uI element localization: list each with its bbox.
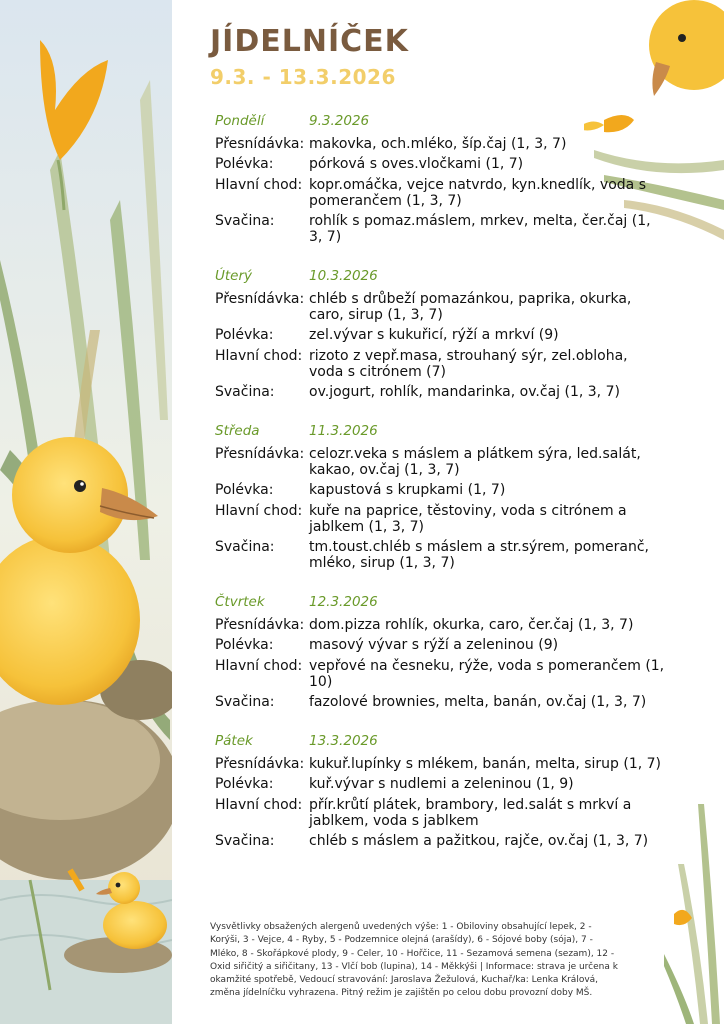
day-block-tuesday	[215, 259, 665, 400]
row-label: Svačina:	[215, 694, 275, 710]
row-label: Svačina:	[215, 833, 275, 849]
row-value: kapustová s krupkami (1, 7)	[309, 482, 506, 498]
row-value: celozr.veka s máslem a plátkem sýra, led.salát, kakao, ov.čaj (1, 3, 7)	[309, 445, 641, 478]
allergen-footnote: Vysvětlivky obsažených alergenů uvedených výše: 1 - Obiloviny obsahující lepek, 2 - Korýši, 3 - Vejce, 4 - Ryby, 5 - Podzemnice olejná (arašídy), 6 - Sójové boby (sója), 7 - Mléko, 8 - Skořápkové plody, 9 - Celer, 10 - Hořčice, 11 - Sezamová semena (sezam), 12 - Oxid siřičitý a siřičitany, 13 - Vlčí bob (lupina), 14 - Měkkýši | Informace: strava je určena k okamžité spotřebě, Vedoucí stravování: Jaroslava Žežulová, Kuchař/ka: Lenka Králová, změna jídelníčku vyhrazena. Pitný režim je zajištěn po celou dobu provozní doby MŠ.	[210, 922, 618, 999]
row-value: rizoto z vepř.masa, strouhaný sýr, zel.obloha, voda s citrónem (7)	[309, 347, 628, 380]
day-name: Pondělí	[215, 113, 265, 129]
weekly-menu	[215, 104, 665, 863]
day-block-wednesday	[215, 414, 665, 571]
row-value: kukuř.lupínky s mlékem, banán, melta, sirup (1, 7)	[309, 755, 662, 772]
duckling-illustration	[0, 0, 172, 1024]
row-value: zel.vývar s kukuřicí, rýží a mrkví (9)	[309, 327, 559, 343]
day-date: 10.3.2026	[309, 268, 378, 284]
row-label: Svačina:	[215, 384, 275, 400]
row-label: Svačina:	[215, 213, 275, 229]
row-value: masový vývar s rýží a zeleninou (9)	[309, 637, 559, 653]
day-date: 12.3.2026	[309, 594, 378, 610]
row-value: ov.jogurt, rohlík, mandarinka, ov.čaj (1, 3, 7)	[309, 384, 620, 400]
row-label: Hlavní chod:	[215, 796, 303, 813]
menu-row-soup	[215, 776, 665, 792]
row-label: Polévka:	[215, 156, 274, 172]
menu-row-snack-pm	[215, 384, 665, 400]
row-label: Hlavní chod:	[215, 657, 303, 674]
menu-row-main	[215, 177, 665, 209]
row-value: vepřové na česneku, rýže, voda s pomerančem (1, 10)	[309, 657, 665, 690]
row-label: Přesnídávka:	[215, 135, 305, 152]
day-date: 13.3.2026	[309, 733, 378, 749]
menu-row-main	[215, 503, 665, 535]
day-name: Pátek	[215, 733, 253, 749]
row-label: Polévka:	[215, 327, 274, 343]
row-label: Přesnídávka:	[215, 290, 305, 307]
row-label: Přesnídávka:	[215, 445, 305, 462]
row-value: dom.pizza rohlík, okurka, caro, čer.čaj (1, 3, 7)	[309, 616, 634, 633]
row-label: Polévka:	[215, 776, 274, 792]
menu-row-snack-pm	[215, 213, 665, 245]
row-label: Svačina:	[215, 539, 275, 555]
row-label: Polévka:	[215, 482, 274, 498]
row-value: makovka, och.mléko, šíp.čaj (1, 3, 7)	[309, 135, 567, 152]
menu-row-soup	[215, 327, 665, 343]
row-value: fazolové brownies, melta, banán, ov.čaj (1, 3, 7)	[309, 694, 647, 710]
corner-grass-illustration	[664, 804, 724, 1024]
day-block-friday	[215, 724, 665, 849]
row-value: chléb s drůbeží pomazánkou, paprika, okurka, caro, sirup (1, 3, 7)	[309, 290, 632, 323]
menu-row-main	[215, 797, 665, 829]
day-date: 11.3.2026	[309, 423, 378, 439]
menu-row-main	[215, 348, 665, 380]
day-name: Středa	[215, 423, 260, 439]
row-label: Polévka:	[215, 637, 274, 653]
row-value: kopr.omáčka, vejce natvrdo, kyn.knedlík, voda s pomerančem (1, 3, 7)	[309, 176, 646, 209]
row-value: pórková s oves.vločkami (1, 7)	[309, 156, 524, 172]
row-value: rohlík s pomaz.máslem, mrkev, melta, čer.čaj (1, 3, 7)	[309, 213, 651, 245]
row-label: Hlavní chod:	[215, 176, 303, 193]
row-label: Hlavní chod:	[215, 502, 303, 519]
row-value: chléb s máslem a pažitkou, rajče, ov.čaj (1, 3, 7)	[309, 833, 649, 849]
menu-row-snack-am	[215, 617, 665, 633]
row-label: Přesnídávka:	[215, 616, 305, 633]
row-value: přír.krůtí plátek, brambory, led.salát s mrkví a jablkem, voda s jablkem	[309, 796, 632, 829]
row-value: kuře na paprice, těstoviny, voda s citrónem a jablkem (1, 3, 7)	[309, 502, 627, 535]
row-label: Přesnídávka:	[215, 755, 305, 772]
page-title: JÍDELNÍČEK	[210, 24, 409, 59]
row-value: kuř.vývar s nudlemi a zeleninou (1, 9)	[309, 776, 574, 792]
menu-row-snack-pm	[215, 833, 665, 849]
menu-row-snack-am	[215, 291, 665, 323]
day-block-thursday	[215, 585, 665, 710]
day-date: 9.3.2026	[309, 113, 370, 129]
menu-row-soup	[215, 156, 665, 172]
menu-row-soup	[215, 482, 665, 498]
row-label: Hlavní chod:	[215, 347, 303, 364]
menu-row-snack-pm	[215, 539, 665, 571]
menu-row-snack-am	[215, 756, 665, 772]
menu-row-snack-am	[215, 136, 665, 152]
date-range: 9.3. - 13.3.2026	[210, 65, 396, 89]
menu-row-snack-am	[215, 446, 665, 478]
day-name: Úterý	[215, 268, 253, 284]
day-block-monday	[215, 104, 665, 245]
row-value: tm.toust.chléb s máslem a str.sýrem, pomeranč, mléko, sirup (1, 3, 7)	[309, 539, 649, 571]
menu-row-main	[215, 658, 665, 690]
menu-row-snack-pm	[215, 694, 665, 710]
menu-row-soup	[215, 637, 665, 653]
day-name: Čtvrtek	[215, 594, 265, 610]
